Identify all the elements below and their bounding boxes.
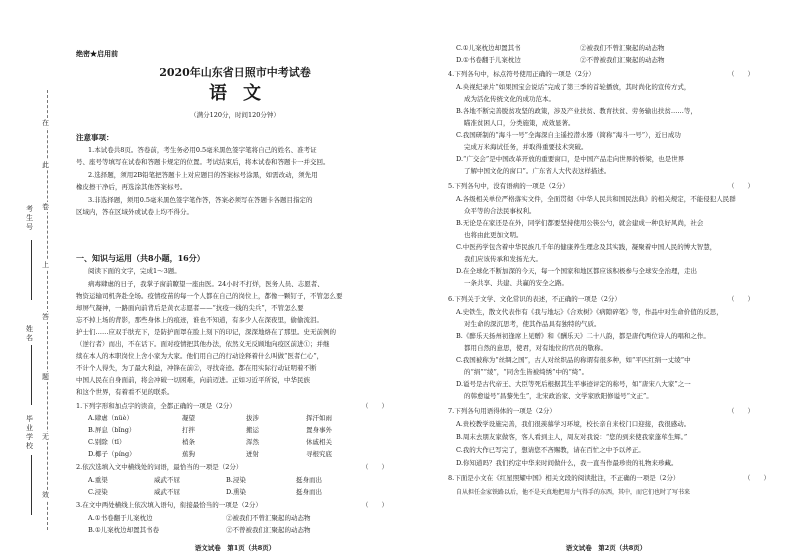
option-c[interactable]: C.①儿案枕边却置其书 bbox=[456, 44, 521, 52]
option-line[interactable]: B.各地不断完善脱贫攻坚的政策，涉及产业扶贫、教育扶贫、劳务输出扶贫……等， bbox=[456, 107, 697, 115]
option-line[interactable]: C.我国研制的“海斗一号”全海深自主遥控潜水器（简称“海斗一号”），近日成功 bbox=[456, 131, 681, 139]
option-word: ②被我们不曾汇聚起的动态物 bbox=[580, 44, 665, 52]
option-b[interactable]: B.浸染 bbox=[226, 476, 246, 484]
option-a[interactable]: A.肆虐（nüè） bbox=[88, 414, 133, 422]
seal-char: 效 bbox=[42, 491, 49, 499]
option-a[interactable]: A.①书卷翻于儿案枕边 bbox=[88, 514, 153, 522]
option-line[interactable]: D.“广交会”是中国改革开放的重要窗口，是中国产品走向世界的桥梁，也是世界 bbox=[456, 155, 685, 163]
answer-paren[interactable]: （ ） bbox=[728, 407, 754, 415]
score-info: （满分120分，时间120分钟） bbox=[190, 111, 280, 119]
option-line[interactable]: C.中医药学包含着中华民族几千年的健康养生理念及其实践，凝聚着中国人民的博大智慧， bbox=[456, 243, 717, 251]
option-a[interactable]: A.重渠 bbox=[88, 476, 108, 484]
option-line[interactable]: D.在全球化不断加深的今天，每一个国家和地区都应该积极参与全球安全治理，走出 bbox=[456, 267, 698, 275]
note-line: 3.非选择题，须用0.5毫米黑色签字笔作答，答案必须写在答题卡各题目指定的 bbox=[88, 196, 313, 204]
option-line: 都用自然的意思，使君，对有地位的官员的敬称。 bbox=[464, 344, 607, 352]
note-line: 1.本试卷共8页。答卷前，考生务必用0.5毫米黑色签字笔将自己的姓名、准考证 bbox=[88, 146, 317, 154]
passage-line: 忘不掉上场的背影，那些身体上的痕迹，谁也不知道，有多少人在深夜里，偷偷流泪。 bbox=[76, 316, 323, 324]
seal-char: 此 bbox=[42, 161, 49, 169]
passage-line: 中国人民在自身面前，将会冲破一切困难，向前迈进。正如习近平所说，中华民族 bbox=[76, 376, 310, 384]
passage-line: （逆行者）而出，不在话下。面对疫情把其他办法，依然义无反顾地向疫区前进①；并继 bbox=[76, 340, 330, 348]
passage-line: 病毒肆虐的日子，我掌子窗前瞭望一座由医。24小时不打烊，医务人员、志愿者、 bbox=[88, 280, 324, 288]
option-word: 迸射 bbox=[246, 450, 259, 458]
option-word: ②不曾被我们汇聚起的动态物 bbox=[580, 56, 665, 64]
option-word: 浑然 bbox=[246, 438, 259, 446]
passage-line: 续在本人的本职岗位上舍小家为大家。他们用自己的行动诠释着什么叫做“医者仁心”， bbox=[76, 352, 324, 360]
exam-title: 2020年山东省日照市中考试卷 bbox=[159, 66, 311, 79]
option-line: 也将由此更加文明。 bbox=[464, 231, 523, 239]
option-c[interactable]: C.浸染 bbox=[88, 488, 108, 496]
option-line: 众平等的合法民事权利。 bbox=[464, 207, 536, 215]
quote-line: 自从担任金家铁路以后，他不是天真地把用力气得手的东西，其中，而它们也时了写书来 bbox=[456, 489, 691, 496]
option-word: 威武不屈 bbox=[154, 488, 180, 496]
question-5-stem: 5.下列各句中，没有语病的一项是（2分） bbox=[448, 182, 569, 190]
seal-char: 无 bbox=[42, 433, 49, 441]
question-4-stem: 4.下列各句中，标点符号使用正确的一项是（2分） bbox=[448, 70, 595, 78]
option-word: 梢条 bbox=[182, 438, 195, 446]
option-line: 一条共享、共建、共赢的安全之路。 bbox=[464, 279, 568, 287]
seal-char: 答 bbox=[42, 313, 49, 321]
seal-char: 上 bbox=[42, 261, 49, 269]
option-line[interactable]: B.无论是在家还是在外，同学们都要坚持使用公筷公勺，就会建成一种良好风尚，社会 bbox=[456, 219, 704, 227]
option-line[interactable]: A.央视纪录片“如果国宝会说话”完成了第三季的首轮播放，其时尚化的宣传方式， bbox=[456, 83, 691, 91]
question-2-stem: 2.依次选填入文中横线处的词语，最恰当的一项是（2分） bbox=[76, 463, 243, 471]
option-d[interactable]: D.①书卷翻于儿案枕边 bbox=[456, 56, 521, 64]
option-word: 拔涉 bbox=[246, 414, 259, 422]
note-line: 橡皮擦干净后，再选涂其他答案标号。 bbox=[76, 183, 187, 191]
option-line: 的“绢”“绫”，“同舍生皆被绮绣”中的“绮”。 bbox=[464, 368, 589, 376]
binding-margin bbox=[0, 0, 70, 560]
option-b[interactable]: B.屏息（bǐng） bbox=[88, 426, 136, 434]
option-line: 对生命的深沉思考，使其作品具有独特的气质。 bbox=[464, 320, 601, 328]
page-footer: 语文试卷 第2页（共8页） bbox=[565, 544, 647, 552]
seal-char: 在 bbox=[42, 119, 49, 127]
option-d[interactable]: D.椰子（píng） bbox=[88, 450, 136, 458]
option-d[interactable]: D.熏染 bbox=[226, 488, 247, 496]
option-line[interactable]: A.贵校教学设施完善，我们很羡慕学习环境，校长亲自来校门口迎接，我很感动。 bbox=[456, 420, 691, 428]
option-b[interactable]: B.①儿案枕边却置其书卷 bbox=[88, 526, 160, 534]
reading-intro: 阅读下面的文字，完成1～3题。 bbox=[88, 267, 181, 275]
question-7-stem: 7.下列各句用语得体的一项是（2分） bbox=[448, 407, 556, 415]
passage-line: 不计个人得失，为了最大利益，冲锋在前②，寻找奇迹。都在用实际行动证明着不断 bbox=[76, 364, 317, 372]
option-line[interactable]: C.我的大作已写完了，想请您不吝赐教，请在百忙之中予以斧正。 bbox=[456, 446, 645, 454]
question-1-stem: 1.下列字形和加点字的读音，全都正确的一项是（2分） bbox=[76, 402, 236, 410]
seal-char: 卷 bbox=[42, 203, 49, 211]
note-line: 2.选择题，须用2B铅笔把答题卡上对应题目的答案标号涂黑，如需改动，须先用 bbox=[88, 171, 318, 179]
field-label-name: 姓名 bbox=[26, 325, 33, 342]
page-2 bbox=[430, 0, 782, 560]
option-word: 休戚相关 bbox=[306, 438, 332, 446]
note-line: 区域内，答在区域外或试卷上均不得分。 bbox=[76, 208, 193, 216]
option-word: 挥汗如雨 bbox=[306, 414, 332, 422]
answer-paren[interactable]: （ ） bbox=[744, 474, 770, 482]
question-6-stem: 6.下列关于文学、文化常识的表述，不正确的一项是（2分） bbox=[448, 295, 621, 303]
answer-paren[interactable]: （ ） bbox=[728, 182, 754, 190]
passage-line: 护士们……应双手肤充下，是防护面罩在脸上刻下的印记，深深地烙在了那里。史无前例的 bbox=[76, 328, 336, 336]
secret-label: 绝密★启用前 bbox=[76, 49, 118, 58]
option-line[interactable]: B.《醉乐天扬州初逢席上见赠》和《酬乐天》二十八韵，都是唐代两位诗人的唱和之作。 bbox=[456, 332, 710, 340]
passage-line: 却屏气凝神，一路面向前背后是黄衣志愿者——“抗疫一线的尖兵”，不管怎么要 bbox=[76, 304, 304, 312]
option-word: ②被我们不曾汇聚起的动态物 bbox=[226, 514, 311, 522]
option-line[interactable]: A.各级相关单位严格落实文件，全面贯彻《中华人民共和国民法典》的相关规定，不能侵犯人民群 bbox=[456, 195, 736, 203]
option-c[interactable]: C.别除（tī） bbox=[88, 438, 126, 446]
answer-paren[interactable]: （ ） bbox=[362, 402, 388, 410]
option-word: 蕉狗 bbox=[182, 450, 195, 458]
option-line[interactable]: D.谥号是古代帝王、大臣等死后根据其生平事迹评定的称号，如“唐宋八大家”之一 bbox=[456, 380, 691, 388]
option-word: 威武不屈 bbox=[154, 476, 180, 484]
option-word: 寻根究底 bbox=[306, 450, 332, 458]
answer-paren[interactable]: （ ） bbox=[728, 70, 754, 78]
subject-title: 语文 bbox=[209, 83, 277, 104]
option-word: 打拌 bbox=[182, 426, 195, 434]
section-1-heading: 一、知识与运用（共8小题，16分） bbox=[76, 253, 205, 263]
notes-heading: 注意事项： bbox=[76, 133, 114, 142]
option-line[interactable]: A.史铁生，散文代表作有《我与地坛》《合欢树》《病隙碎笔》等，作品中对生命价值的反思， bbox=[456, 308, 723, 316]
question-8-stem: 8.下面是小文在《红星照耀中国》相关文段的阅读批注，不正确的一项是（2分） bbox=[448, 474, 680, 482]
seal-char: 题 bbox=[42, 373, 49, 381]
field-label-school: 毕业学校 bbox=[26, 415, 33, 450]
option-line: 成为活化传统文化的成功范本。 bbox=[464, 95, 555, 103]
passage-line: 和这个世界，有着看不见的联系。 bbox=[76, 388, 174, 396]
answer-paren[interactable]: （ ） bbox=[362, 463, 388, 471]
answer-paren[interactable]: （ ） bbox=[728, 295, 754, 303]
answer-paren[interactable]: （ ） bbox=[362, 501, 388, 509]
page-footer: 语文试卷 第1页（共8页） bbox=[194, 544, 276, 552]
option-line: 了解中国文化的窗口”。广东省人大代表这样描述。 bbox=[464, 167, 611, 175]
option-line: 的韩愈谥号“昌黎先生”，北宋政治家、文学家欧阳修谥号“文正”。 bbox=[464, 392, 653, 400]
note-line: 号、座号等填写在试卷和答题卡规定的位置。考试结束后，将本试卷和答题卡一并交回。 bbox=[76, 158, 330, 166]
option-line: 瞄准贫困人口，分类施策，成效显著。 bbox=[464, 119, 575, 127]
option-word: 凝望 bbox=[182, 414, 195, 422]
field-line-school[interactable] bbox=[31, 455, 32, 515]
option-line: 我们应该传承和发扬光大。 bbox=[464, 255, 542, 263]
option-word: 挺身而出 bbox=[296, 476, 322, 484]
passage-line: 物资运输司机奔赴全场。疫情疫苗的每一个人都在自己的岗位上，都像一颗钉子，不管怎么要 bbox=[76, 292, 343, 300]
option-line: 完成万米海试任务，并取得重要技术突破。 bbox=[464, 143, 588, 151]
option-word: ②不曾被我们汇聚起的动态物 bbox=[226, 526, 311, 534]
question-3-stem: 3.在文中两处横线上依次填入语句，衔接最恰当的一项是（2分） bbox=[76, 501, 262, 509]
field-line-name[interactable] bbox=[31, 345, 32, 405]
field-label-candidate-number: 考生号 bbox=[26, 205, 33, 231]
option-word: 置身事外 bbox=[306, 426, 332, 434]
option-word: 搬运 bbox=[246, 426, 259, 434]
binding-line bbox=[47, 90, 48, 530]
option-line[interactable]: C.我国被称为“丝绸之国”，古人对丝织品的称谓有很多种，如“平匹红绢一丈绫”中 bbox=[456, 356, 691, 364]
page-1 bbox=[70, 0, 400, 560]
option-word: 挺身而出 bbox=[296, 488, 322, 496]
field-line-candidate-number[interactable] bbox=[31, 240, 32, 300]
option-line[interactable]: B.周末去朋友家做客，客人看到主人，周友对我说：“您的到来使我家蓬荜生辉。” bbox=[456, 433, 688, 441]
option-line[interactable]: D.你知道吗？我们约定中华来时间做什么，我一直当作最珍贵的礼物来珍藏。 bbox=[456, 459, 678, 467]
